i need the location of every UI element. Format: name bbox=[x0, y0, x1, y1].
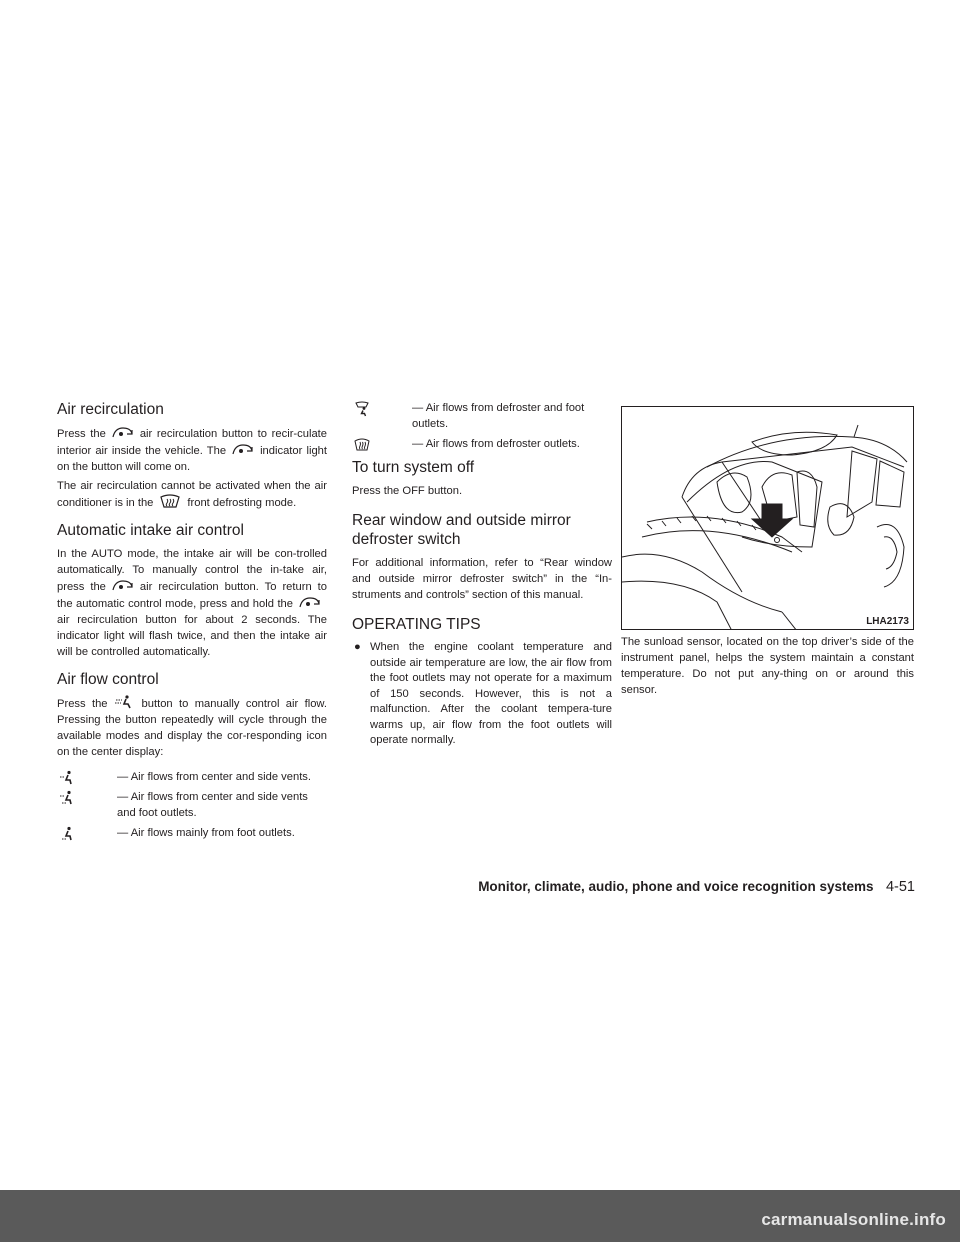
sunload-sensor-figure bbox=[621, 406, 914, 630]
paragraph-airflow-1: Press the button to manually control air flow. Pressing the button repeatedly will cycle through the available modes and display the cor-responding icon on the center display: bbox=[57, 695, 327, 760]
airflow-mode-icon bbox=[113, 695, 137, 709]
page-number: 4-51 bbox=[885, 879, 915, 895]
heading-rear-window-defroster: Rear window and outside mirror defroster switch bbox=[352, 512, 571, 548]
figure-code: LHA2173 bbox=[866, 616, 909, 627]
watermark-text: carmanualsonline.info bbox=[761, 1210, 946, 1229]
heading-automatic-intake: Automatic intake air control bbox=[57, 522, 244, 539]
paragraph-recirc-1: Press the air recirculation button to recir-culate interior air inside the vehicle. The indicator light on the button will come on. bbox=[57, 425, 327, 475]
recirculation-icon bbox=[111, 578, 135, 592]
recirculation-icon bbox=[231, 442, 255, 456]
paragraph-sunload-sensor: The sunload sensor, located on the top driver’s side of the instrument panel, helps the system maintain a constant temperature. Do not put any-thing on or around this sensor. bbox=[621, 636, 914, 696]
column-right bbox=[621, 406, 914, 701]
foot-icon bbox=[59, 826, 75, 842]
watermark-band bbox=[0, 1190, 960, 1242]
mode-defrost: — Air flows from defroster outlets. bbox=[352, 436, 612, 452]
recirculation-icon bbox=[298, 595, 322, 609]
bi-level-icon bbox=[59, 790, 75, 806]
mode-bi-level: — Air flows from center and side vents and foot outlets. bbox=[57, 789, 327, 821]
front-defrost-icon bbox=[158, 494, 182, 508]
vent-icon bbox=[59, 770, 75, 786]
recirculation-icon bbox=[111, 425, 135, 439]
column-left bbox=[57, 400, 327, 845]
heading-air-recirculation: Air recirculation bbox=[57, 401, 164, 418]
paragraph-recirc-2: The air recirculation cannot be activated when the air conditioner is in the front defrosting mode. bbox=[57, 480, 327, 509]
page-footer bbox=[430, 878, 915, 896]
column-middle bbox=[352, 400, 612, 749]
heading-turn-system-off: To turn system off bbox=[352, 459, 475, 476]
paragraph-off: Press the OFF button. bbox=[352, 485, 463, 497]
footer-title: Monitor, climate, audio, phone and voice recognition systems bbox=[478, 879, 874, 894]
mode-foot-defrost: — Air flows from defroster and foot outlets. bbox=[352, 400, 612, 432]
bullet-icon: ● bbox=[354, 641, 361, 653]
foot-defrost-icon bbox=[354, 401, 370, 417]
paragraph-intake-1: In the AUTO mode, the intake air will be con-trolled automatically. To manually control the in-take air, press the air recirculation button. To return to the automatic control mode, press and hold the air recirculation button for about 2 seconds. The indicator light will flash twice, and then the intake air will be controlled automatically. bbox=[57, 548, 327, 658]
mode-foot: — Air flows mainly from foot outlets. bbox=[57, 825, 327, 841]
tip-item: ● When the engine coolant temperature and outside air temperature are low, the air flow from the foot outlets may not operate for a maximum of 150 seconds. However, this is not a malfunction. After the coolant tempera-ture warms up, air flow from the foot outlets will operate normally. bbox=[354, 641, 612, 746]
car-interior-illustration bbox=[622, 407, 914, 630]
mode-vent: — Air flows from center and side vents. bbox=[57, 769, 327, 785]
heading-air-flow-control: Air flow control bbox=[57, 671, 159, 688]
heading-operating-tips: OPERATING TIPS bbox=[352, 616, 481, 633]
paragraph-rear: For additional information, refer to “Rear window and outside mirror defroster switch” in the “In-struments and controls” section of this manual. bbox=[352, 557, 612, 601]
defrost-icon bbox=[354, 437, 370, 453]
